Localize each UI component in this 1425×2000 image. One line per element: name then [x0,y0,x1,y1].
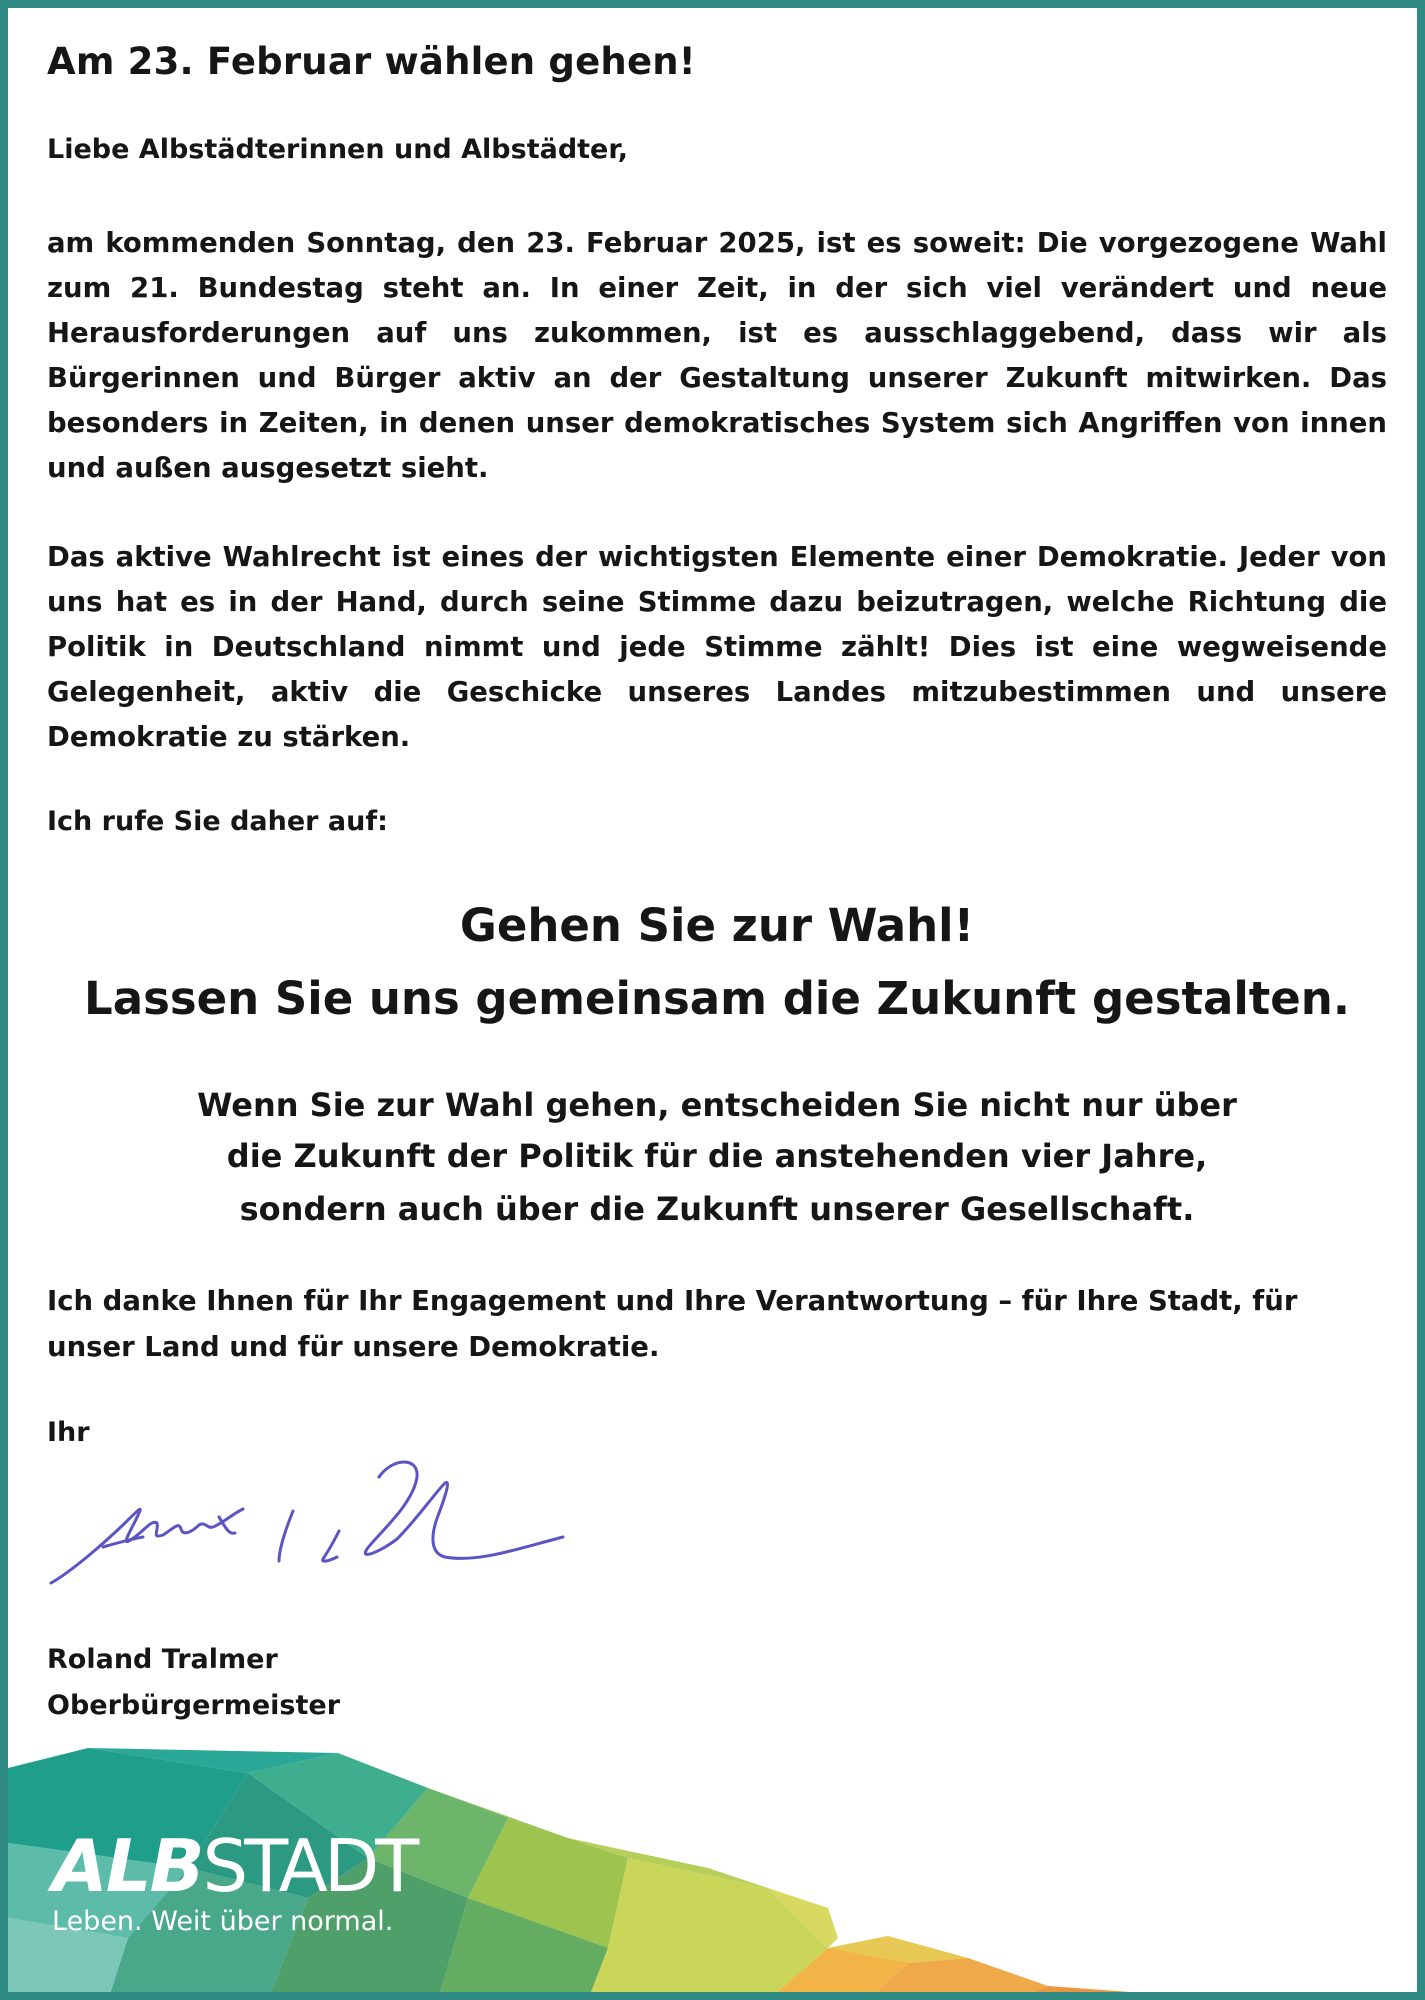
albstadt-logo [52,1824,416,1937]
signer-title: Oberbürgermeister [47,1690,341,1721]
logo-tagline: Leben. Weit über normal. [52,1906,394,1937]
letter-salutation: Liebe Albstädterinnen und Albstädter, [47,134,628,165]
logo-alb: ALB [52,1824,203,1908]
subline-1: Wenn Sie zur Wahl gehen, entscheiden Sie nicht nur über [197,1086,1237,1124]
motto-line-2: Lassen Sie uns gemeinsam die Zukunft gestalten. [84,972,1350,1025]
paragraph-election-date: am kommenden Sonntag, den 23. Februar 2025, ist es soweit: Die vorgezogene Wahl zum 21. Bundestag steht an. In einer Zeit, in der sich viel verändert und neue Herausforderungen auf uns zukommen, ist es ausschlaggebend, dass wir als Bürgerinnen und Bürger aktiv an der Gestaltung unserer Zukunft mitwirken. Das besonders in Zeiten, in denen unser demokratisches System sich Angriffen von innen und außen ausgesetzt sieht. [47,227,1387,484]
subline-2: die Zukunft der Politik für die anstehenden vier Jahre, [226,1137,1208,1175]
letter-closing: Ihr [47,1417,90,1448]
handwritten-signature-icon [47,1453,577,1603]
subline-3: sondern auch über die Zukunft unserer Gesellschaft. [239,1190,1195,1228]
call-to-action-intro: Ich rufe Sie daher auf: [47,806,388,837]
motto-line-1: Gehen Sie zur Wahl! [459,899,975,952]
paragraph-thanks: Ich danke Ihnen für Ihr Engagement und Ihre Verantwortung – für Ihre Stadt, für unser Land und für unsere Demokratie. [47,1285,1298,1363]
signer-name: Roland Tralmer [47,1644,278,1675]
logo-wordmark [52,1824,416,1908]
paragraph-voting-right: Das aktive Wahlrecht ist eines der wichtigsten Elemente einer Demokratie. Jeder von uns hat es in der Hand, durch seine Stimme dazu beizutragen, welche Richtung die Politik in Deutschland nimmt und jede Stimme zählt! Dies ist eine wegweisende Gelegenheit, aktiv die Geschicke unseres Landes mitzubestimmen und unsere Demokratie zu stärken. [47,541,1387,753]
logo-stadt: STADT [202,1824,416,1908]
letter-headline: Am 23. Februar wählen gehen! [47,40,696,83]
